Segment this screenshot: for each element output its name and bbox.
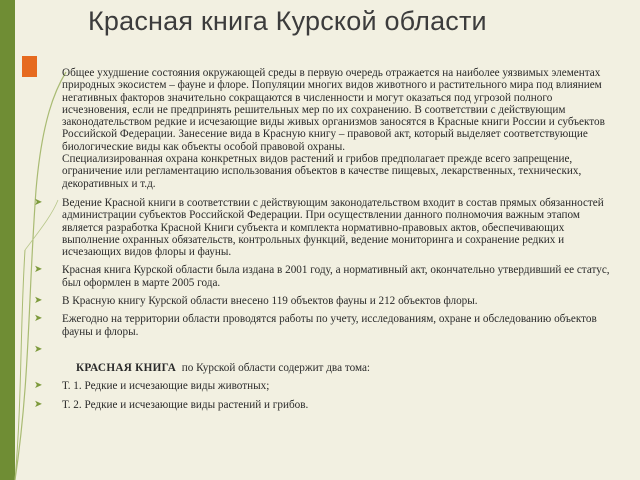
bullet-list bbox=[34, 196, 620, 411]
bullet-arrow-icon: ➤ bbox=[34, 380, 43, 392]
bullet-text: Красная книга Курской области была издана в 2001 году, а нормативный акт, окончательно утвердивший ее статус, был оформлен в марте 2005 года. bbox=[62, 264, 610, 289]
list-item bbox=[34, 313, 620, 338]
bullet-arrow-icon: ➤ bbox=[34, 398, 43, 410]
list-item bbox=[34, 264, 620, 289]
intro-paragraph: Общее ухудшение состояния окружающей среды в первую очередь отражается на наиболее уязвимых элементах природных экосистем – фауне и флоре. Популяции многих видов животного и растительного мира под влиянием негативных факторов значительно сокращаются в численности и могут оказаться под угрозой полного исчезновения, если не предпринять решительных мер по их сохранению. В соответствии с действующим законодательством редкие и исчезающие виды живых организмов заносятся в Красные книги России и субъектов Российской Федерации. Занесение вида в Красную книгу – правовой акт, который выделяет соответствующие биологические виды как объекты особой правовой охраны. bbox=[62, 67, 605, 153]
list-item bbox=[34, 196, 620, 259]
slide-body bbox=[34, 67, 620, 417]
volumes-text: по Курской области содержит два тома: bbox=[181, 361, 371, 374]
bullet-text: Ведение Красной книги в соответствии с действующим законодательством входит в состав прямых обязанностей администрации субъектов Российской Федерации. При осуществлении данного полномочия важным этапом является разработка Красной Книги субъекта и комплекта нормативно-правовых актов, обеспечивающих выполнение охранных обязательств, контрольных функций, ведение мониторинга и сохранение редких и исчезающих видов флоры и фауны. bbox=[62, 196, 604, 259]
list-item bbox=[34, 295, 620, 308]
bullet-text: Ежегодно на территории области проводятся работы по учету, исследованиям, охране и обследованию объектов фауны и флоры. bbox=[62, 313, 597, 338]
volume-1-text: Т. 1. Редкие и исчезающие виды животных; bbox=[62, 380, 270, 393]
bullet-arrow-icon: ➤ bbox=[34, 313, 43, 325]
empty-list-item bbox=[34, 343, 620, 356]
list-item bbox=[34, 398, 620, 411]
orange-accent-box bbox=[22, 56, 37, 77]
bullet-arrow-icon: ➤ bbox=[34, 196, 43, 208]
bullet-arrow-icon: ➤ bbox=[34, 295, 43, 307]
list-item bbox=[34, 380, 620, 393]
volumes-heading: КРАСНАЯ КНИГА bbox=[76, 361, 177, 374]
intro-paragraph-2: Специализированная охрана конкретных видов растений и грибов предполагает прежде всего запрещение, ограничение или регламентацию использования объектов в качестве пищевых, лекарственных, технических, декоративных и т.д. bbox=[62, 153, 582, 190]
bullet-arrow-icon: ➤ bbox=[34, 264, 43, 276]
list-item bbox=[62, 362, 620, 374]
bullet-arrow-icon: ➤ bbox=[34, 343, 43, 355]
slide-title: Красная книга Курской области bbox=[88, 6, 487, 36]
volume-2-text: Т. 2. Редкие и исчезающие виды растений и грибов. bbox=[62, 398, 309, 411]
bullet-text: В Красную книгу Курской области внесено 119 объектов фауны и 212 объектов флоры. bbox=[62, 295, 478, 308]
